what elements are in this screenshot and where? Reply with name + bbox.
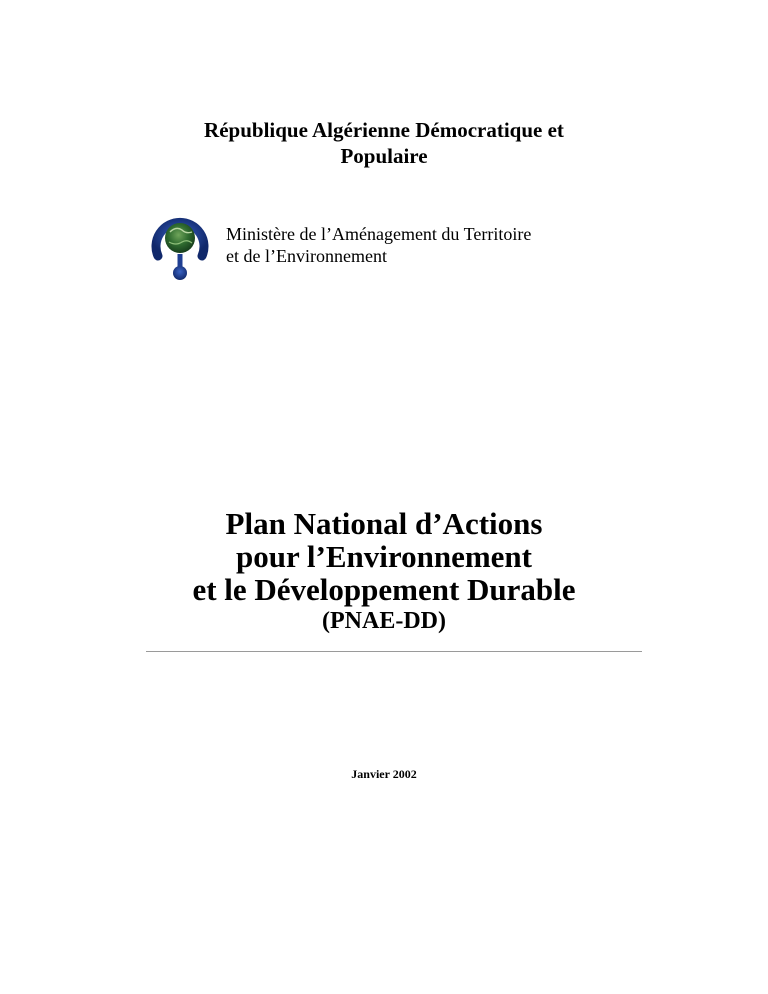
publication-date: Janvier 2002: [351, 767, 417, 781]
ministry-name-line-2: et de l’Environnement: [226, 246, 387, 266]
ministry-block: [146, 210, 666, 290]
plan-title-line-3: et le Développement Durable: [192, 572, 576, 607]
republic-heading: [0, 117, 768, 169]
ministry-name-line-1: Ministère de l’Aménagement du Territoire: [226, 224, 532, 244]
ministry-globe-logo-icon: [146, 210, 214, 282]
republic-heading-line-1: République Algérienne Démocratique et: [204, 118, 564, 142]
republic-heading-line-2: Populaire: [340, 144, 428, 168]
plan-acronym: (PNAE-DD): [322, 608, 446, 634]
ministry-name: [226, 223, 666, 267]
plan-title: [0, 507, 768, 606]
plan-title-line-1: Plan National d’Actions: [225, 506, 543, 541]
plan-title-line-2: pour l’Environnement: [236, 539, 532, 574]
horizontal-divider: [146, 651, 642, 652]
